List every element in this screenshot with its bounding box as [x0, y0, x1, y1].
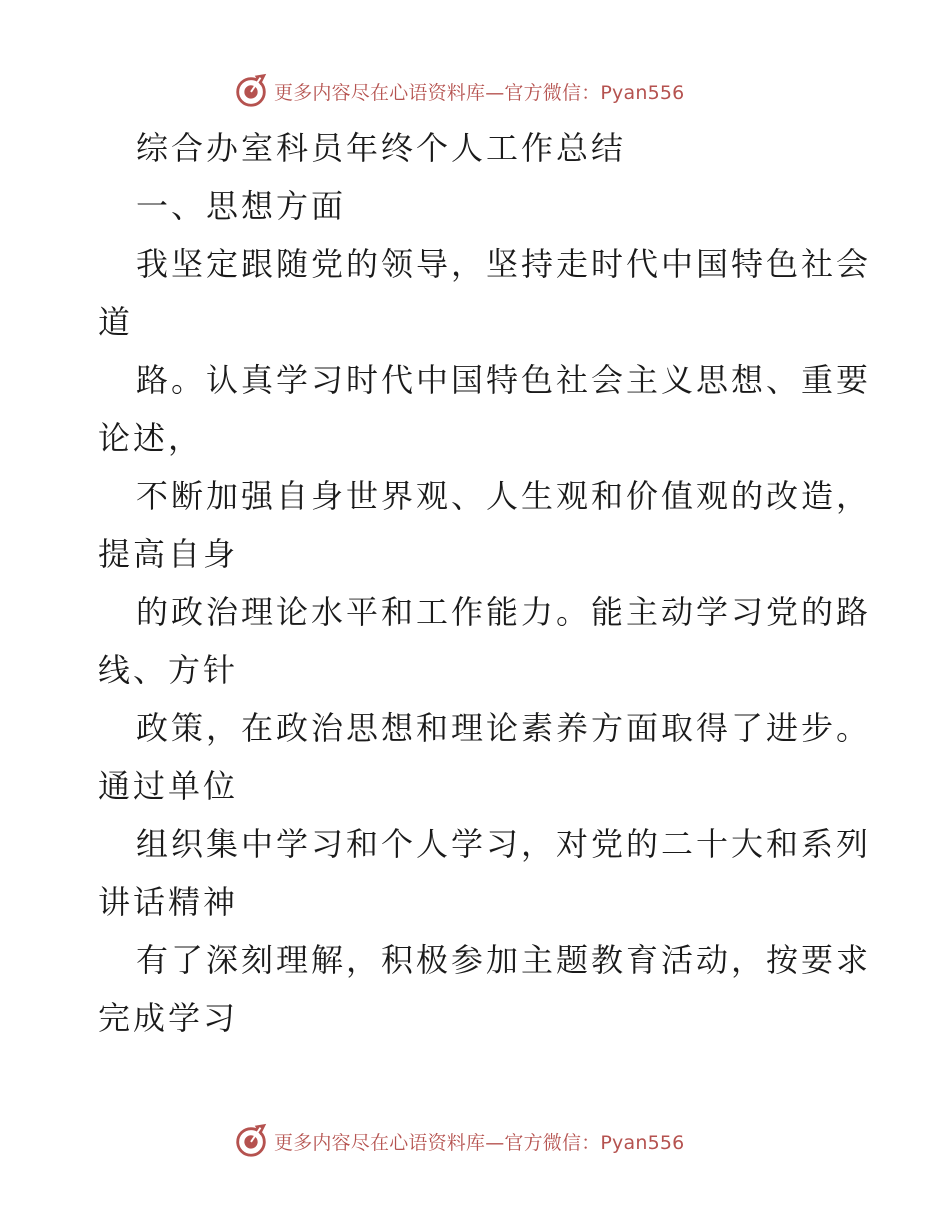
footer-watermark-banner [232, 1121, 732, 1161]
paragraph-line: 讲话精神 [98, 883, 239, 921]
paragraph-line: 有了深刻理解，积极参加主题教育活动，按要求 [136, 941, 872, 979]
paragraph-line: 通过单位 [98, 767, 239, 805]
paragraph-line: 线、方针 [98, 651, 239, 689]
quill-logo-icon [232, 1122, 270, 1160]
paragraph-line: 不断加强自身世界观、人生观和价值观的改造， [136, 477, 872, 515]
document-title: 综合办室科员年终个人工作总结 [136, 129, 627, 167]
paragraph-line: 的政治理论水平和工作能力。能主动学习党的路 [136, 593, 872, 631]
paragraph-line: 组织集中学习和个人学习，对党的二十大和系列 [136, 825, 872, 863]
paragraph-line: 道 [98, 303, 134, 341]
quill-logo-icon [232, 72, 270, 110]
paragraph-line: 路。认真学习时代中国特色社会主义思想、重要 [136, 361, 872, 399]
banner-text: 更多内容尽在心语资料库—官方微信：Pyan556 [274, 1131, 685, 1154]
section-heading: 一、思想方面 [136, 187, 347, 225]
paragraph-line: 我坚定跟随党的领导，坚持走时代中国特色社会 [136, 245, 872, 283]
paragraph-line: 完成学习 [98, 999, 239, 1037]
banner-text: 更多内容尽在心语资料库—官方微信：Pyan556 [274, 81, 685, 104]
header-watermark-banner [232, 71, 732, 111]
paragraph-line: 论述， [98, 419, 204, 457]
paragraph-line: 政策，在政治思想和理论素养方面取得了进步。 [136, 709, 872, 747]
paragraph-line: 提高自身 [98, 535, 239, 573]
